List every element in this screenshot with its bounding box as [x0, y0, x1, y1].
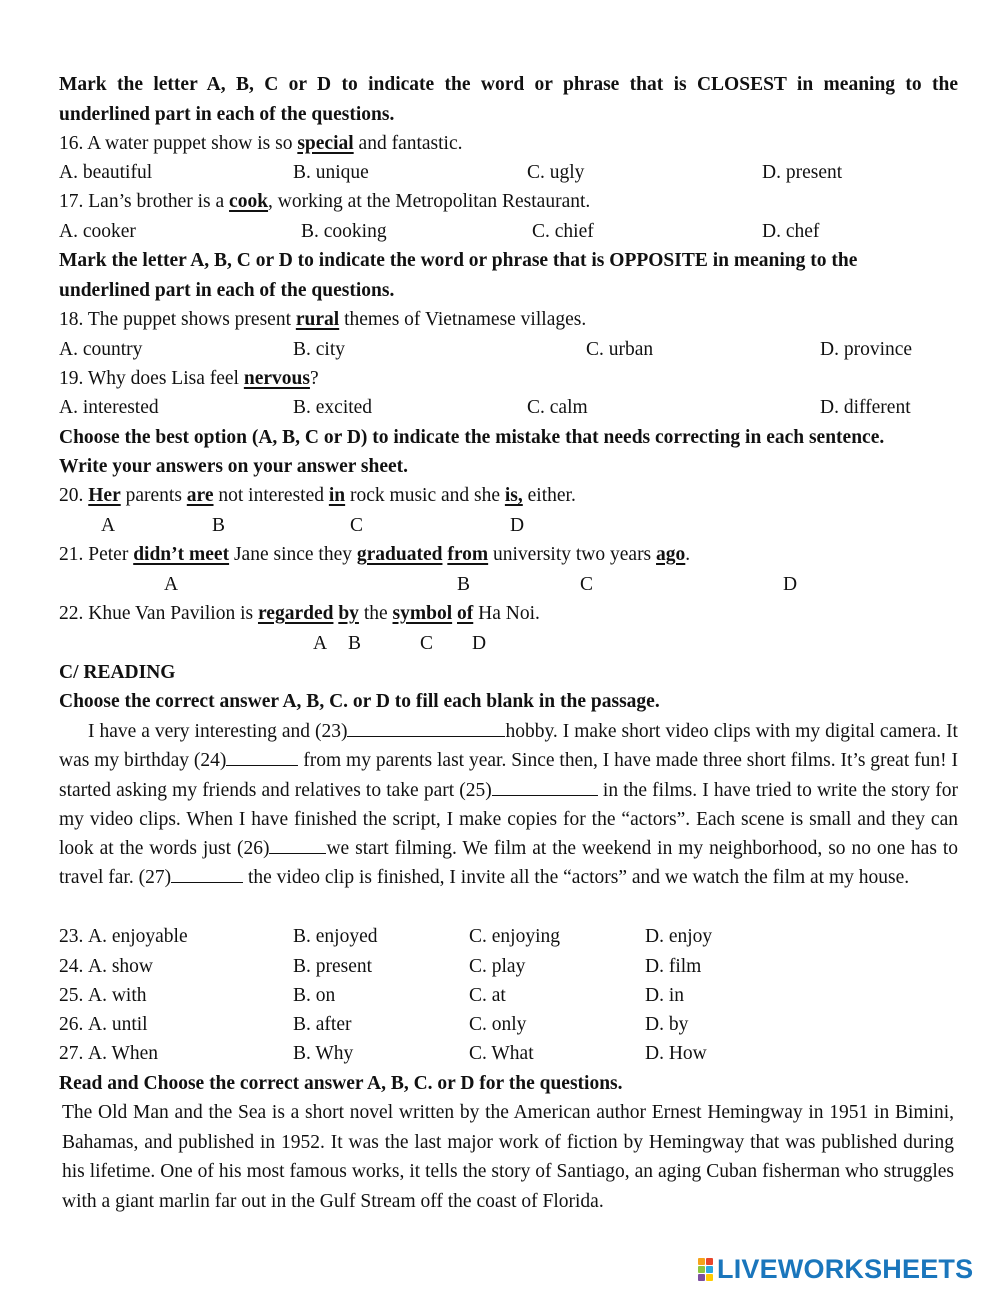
blank-24[interactable]	[226, 747, 298, 766]
q26-option-a[interactable]: A. until	[88, 1014, 148, 1035]
underlined-word: of	[457, 603, 474, 624]
blank-27[interactable]	[171, 864, 243, 883]
underlined-word: regarded	[257, 603, 334, 624]
q27-option-b[interactable]: B. Why	[293, 1043, 354, 1064]
q23-option-b[interactable]: B. enjoyed	[293, 926, 378, 947]
underlined-word: cook	[229, 191, 269, 212]
opposite-heading-line-2: underlined part in each of the questions.	[59, 280, 395, 301]
reading-passage: The Old Man and the Sea is a short novel written by the American author Ernest Hemingway in 1951 in Bimini, Bahamas, and published in 1952. It was the last major work of fiction by Hemingway that was published during his lifetime. One of his most famous works, it tells the story of Santiago, an aging Cuban fisherman who struggles with a giant marlin far out in the Gulf Stream off the coast of Florida.	[62, 1102, 954, 1212]
q22-letter-d[interactable]: D	[472, 633, 487, 654]
q16-option-b[interactable]: B. unique	[293, 162, 369, 183]
q16-option-c[interactable]: C. ugly	[527, 162, 585, 183]
q18-option-c[interactable]: C. urban	[586, 339, 654, 360]
q20-letter-d[interactable]: D	[510, 515, 525, 536]
closest-heading-line-1: Mark the letter A, B, C or D to indicate the word or phrase that is CLOSEST in meaning to the	[59, 74, 958, 95]
q23-option-c[interactable]: C. enjoying	[469, 926, 560, 947]
q19-option-b[interactable]: B. excited	[293, 397, 373, 418]
underlined-word: from	[447, 544, 489, 565]
q23-option-d[interactable]: D. enjoy	[645, 926, 713, 947]
q26-option-b[interactable]: B. after	[293, 1014, 352, 1035]
q19-option-d[interactable]: D. different	[820, 397, 911, 418]
logo-text: LIVEWORKSHEETS	[717, 1253, 974, 1284]
q25-number: 25.	[59, 985, 84, 1006]
underlined-word: nervous	[243, 368, 310, 389]
question-18: 18. The puppet shows present rural themes of Vietnamese villages.	[59, 309, 587, 330]
q27-option-d[interactable]: D. How	[645, 1043, 707, 1064]
q25-option-b[interactable]: B. on	[293, 985, 336, 1006]
q16-option-d[interactable]: D. present	[762, 162, 843, 183]
q21-letter-b[interactable]: B	[457, 574, 471, 595]
q24-option-b[interactable]: B. present	[293, 956, 373, 977]
q20-letter-c[interactable]: C	[350, 515, 364, 536]
q17-option-b[interactable]: B. cooking	[301, 221, 387, 242]
q24-number: 24.	[59, 956, 84, 977]
question-19: 19. Why does Lisa feel nervous?	[59, 368, 319, 389]
logo-square	[706, 1266, 713, 1273]
blank-23[interactable]	[347, 718, 505, 737]
logo-mark-icon	[698, 1258, 713, 1281]
q21-letter-d[interactable]: D	[783, 574, 798, 595]
question-21: 21. Peter didn’t meet Jane since they graduated from university two years ago.	[59, 544, 691, 565]
q25-option-d[interactable]: D. in	[645, 985, 684, 1006]
q24-option-a[interactable]: A. show	[88, 956, 154, 977]
q18-option-b[interactable]: B. city	[293, 339, 345, 360]
q19-option-a[interactable]: A. interested	[59, 397, 159, 418]
q21-letter-c[interactable]: C	[580, 574, 594, 595]
q17-option-a[interactable]: A. cooker	[59, 221, 136, 242]
mistake-heading-line-1: Choose the best option (A, B, C or D) to indicate the mistake that needs correcting in each sentence.	[59, 427, 885, 448]
q25-option-a[interactable]: A. with	[88, 985, 147, 1006]
underlined-word: rural	[295, 309, 340, 330]
q17-option-d[interactable]: D. chef	[762, 221, 820, 242]
mistake-heading-line-2: Write your answers on your answer sheet.	[59, 456, 409, 477]
cloze-passage: I have a very interesting and (23) hobby. I make short video clips with my digital camera. It was my birthday (24) from my parents last year. Since then, I have made three short films. It’s great fun! I started asking my friends and relatives to take part (25) in the films. I have tried to write the story for my video clips. When I have finished the script, I make copies for the “actors”. Each scene is small and they can look at the words just (26) we start filming. We film at the weekend in my neighborhood, so no one has to travel far. (27) the video clip is finished, I invite all the “actors” and we watch the film at my house.	[59, 717, 958, 893]
q23-number: 23.	[59, 926, 84, 947]
q22-letter-a[interactable]: A	[313, 633, 328, 654]
logo-square	[698, 1266, 705, 1273]
underlined-word: by	[338, 603, 359, 624]
question-20: 20. Her parents are not interested in rock music and she is, either.	[59, 485, 576, 506]
q24-option-d[interactable]: D. film	[645, 956, 702, 977]
q19-option-c[interactable]: C. calm	[527, 397, 588, 418]
question-16: 16. A water puppet show is so special and fantastic.	[59, 133, 463, 154]
closest-heading-line-2: underlined part in each of the questions.	[59, 104, 395, 125]
q26-option-c[interactable]: C. only	[469, 1014, 527, 1035]
q26-number: 26.	[59, 1014, 84, 1035]
underlined-word: ago	[656, 544, 686, 565]
q22-letter-c[interactable]: C	[420, 633, 434, 654]
q18-option-d[interactable]: D. province	[820, 339, 913, 360]
q16-option-a[interactable]: A. beautiful	[59, 162, 153, 183]
q27-number: 27.	[59, 1043, 84, 1064]
underlined-word: Her	[88, 485, 121, 506]
q18-option-a[interactable]: A. country	[59, 339, 143, 360]
question-17: 17. Lan’s brother is a cook, working at the Metropolitan Restaurant.	[59, 191, 591, 212]
passage-heading: Choose the correct answer A, B, C. or D to fill each blank in the passage.	[59, 691, 660, 712]
underlined-word: in	[328, 485, 346, 506]
opposite-heading-line-1: Mark the letter A, B, C or D to indicate the word or phrase that is OPPOSITE in meaning to the	[59, 250, 858, 271]
liveworksheets-logo	[698, 1254, 973, 1284]
q25-option-c[interactable]: C. at	[469, 985, 506, 1006]
blank-26[interactable]	[269, 835, 326, 854]
underlined-word: didn’t meet	[133, 544, 230, 565]
logo-square	[706, 1258, 713, 1265]
underlined-word: graduated	[356, 544, 443, 565]
q27-option-c[interactable]: C. What	[469, 1043, 534, 1064]
question-22: 22. Khue Van Pavilion is regarded by the symbol of Ha Noi.	[59, 603, 540, 624]
q20-letter-a[interactable]: A	[101, 515, 116, 536]
q20-letter-b[interactable]: B	[212, 515, 226, 536]
logo-square	[698, 1258, 705, 1265]
q27-option-a[interactable]: A. When	[88, 1043, 159, 1064]
underlined-word: special	[297, 133, 354, 154]
q17-option-c[interactable]: C. chief	[532, 221, 594, 242]
underlined-word: is,	[504, 485, 523, 506]
q26-option-d[interactable]: D. by	[645, 1014, 689, 1035]
reading-section-title: C/ READING	[59, 662, 176, 683]
underlined-word: symbol	[392, 603, 453, 624]
logo-square	[698, 1274, 705, 1281]
blank-25[interactable]	[492, 777, 598, 796]
logo-square	[706, 1274, 713, 1281]
q23-option-a[interactable]: A. enjoyable	[88, 926, 188, 947]
q24-option-c[interactable]: C. play	[469, 956, 526, 977]
q21-letter-a[interactable]: A	[164, 574, 179, 595]
reading-questions-heading: Read and Choose the correct answer A, B, C. or D for the questions.	[59, 1073, 623, 1094]
underlined-word: are	[186, 485, 214, 506]
q22-letter-b[interactable]: B	[348, 633, 362, 654]
